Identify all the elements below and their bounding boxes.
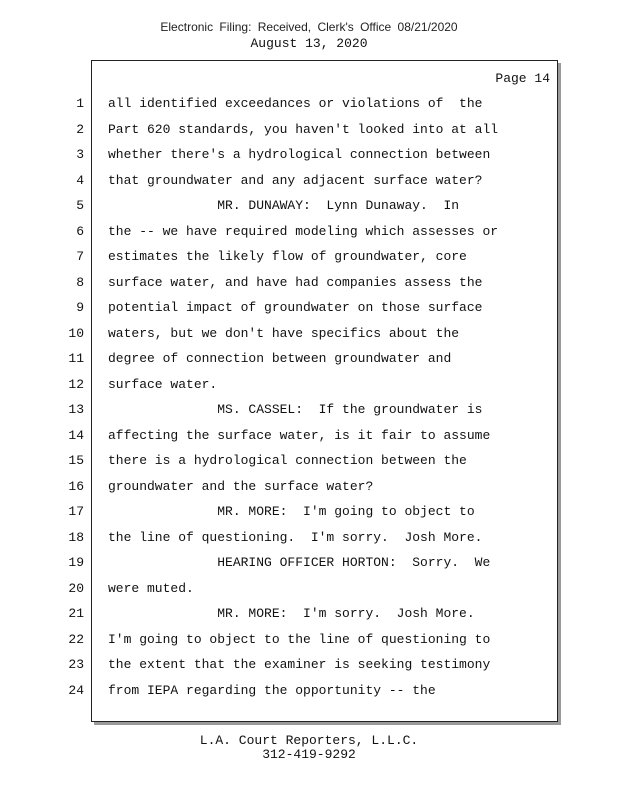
footer — [0, 734, 618, 762]
line-number: 8 — [76, 274, 84, 290]
transcript-line: from IEPA regarding the opportunity -- the — [108, 682, 436, 698]
transcript-line: Part 620 standards, you haven't looked into at all — [108, 121, 499, 137]
line-number: 6 — [76, 223, 84, 239]
line-number: 24 — [68, 682, 84, 698]
transcript-line: potential impact of groundwater on those surface — [108, 300, 483, 315]
line-number: 4 — [76, 172, 84, 188]
transcript-line: that groundwater and any adjacent surface water? — [108, 172, 483, 188]
transcript-line: the -- we have required modeling which assesses or — [108, 223, 499, 239]
page-number: Page 14 — [495, 71, 550, 86]
line-number: 20 — [68, 580, 84, 596]
line-number: 12 — [68, 376, 84, 392]
line-number: 14 — [68, 427, 84, 443]
line-number: 19 — [68, 555, 84, 570]
transcript-line: waters, but we don't have specifics about the — [108, 325, 460, 341]
transcript-line: were muted. — [108, 580, 194, 596]
line-number: 23 — [68, 657, 84, 672]
line-number: 1 — [76, 96, 84, 111]
transcript-line: whether there's a hydrological connection between — [108, 147, 491, 162]
line-number: 17 — [68, 504, 84, 519]
line-number: 3 — [76, 147, 84, 162]
transcript-line: estimates the likely flow of groundwater, core — [108, 249, 467, 264]
transcript-line: MR. MORE: I'm sorry. Josh More. — [108, 606, 475, 621]
line-number: 11 — [68, 351, 84, 366]
line-number: 18 — [68, 529, 84, 545]
line-number: 22 — [68, 631, 84, 647]
transcript-line: affecting the surface water, is it fair to assume — [108, 427, 491, 443]
line-number: 16 — [68, 478, 84, 494]
line-number: 7 — [76, 249, 84, 264]
transcript-date: August 13, 2020 — [250, 36, 368, 51]
filing-stamp: Electronic Filing: Received, Clerk's Office 08/21/2020 — [160, 20, 458, 34]
transcript-line: there is a hydrological connection between the — [108, 453, 467, 468]
transcript-line: groundwater and the surface water? — [108, 478, 374, 494]
transcript-line: surface water. — [108, 376, 218, 392]
reporter-company: L.A. Court Reporters, L.L.C. — [199, 733, 419, 748]
transcript-line: MR. MORE: I'm going to object to — [108, 504, 475, 519]
transcript-line: the line of questioning. I'm sorry. Josh More. — [108, 529, 483, 545]
line-number: 5 — [76, 198, 84, 213]
transcript-line: surface water, and have had companies assess the — [108, 274, 483, 290]
transcript-line: all identified exceedances or violations of the — [108, 96, 483, 111]
line-number: 13 — [68, 402, 84, 417]
transcript-body — [108, 93, 548, 705]
transcript-line: HEARING OFFICER HORTON: Sorry. We — [108, 555, 491, 570]
line-number-column — [62, 93, 84, 705]
transcript-line: the extent that the examiner is seeking testimony — [108, 657, 491, 672]
line-number: 2 — [76, 121, 84, 137]
transcript-line: MS. CASSEL: If the groundwater is — [108, 402, 483, 417]
transcript-line: degree of connection between groundwater and — [108, 351, 452, 366]
line-number: 21 — [68, 606, 84, 621]
line-number: 9 — [76, 300, 84, 315]
transcript-line: MR. DUNAWAY: Lynn Dunaway. In — [108, 198, 460, 213]
line-number: 15 — [68, 453, 84, 468]
line-number: 10 — [68, 325, 84, 341]
transcript-line: I'm going to object to the line of questioning to — [108, 631, 491, 647]
reporter-phone: 312-419-9292 — [262, 747, 356, 762]
